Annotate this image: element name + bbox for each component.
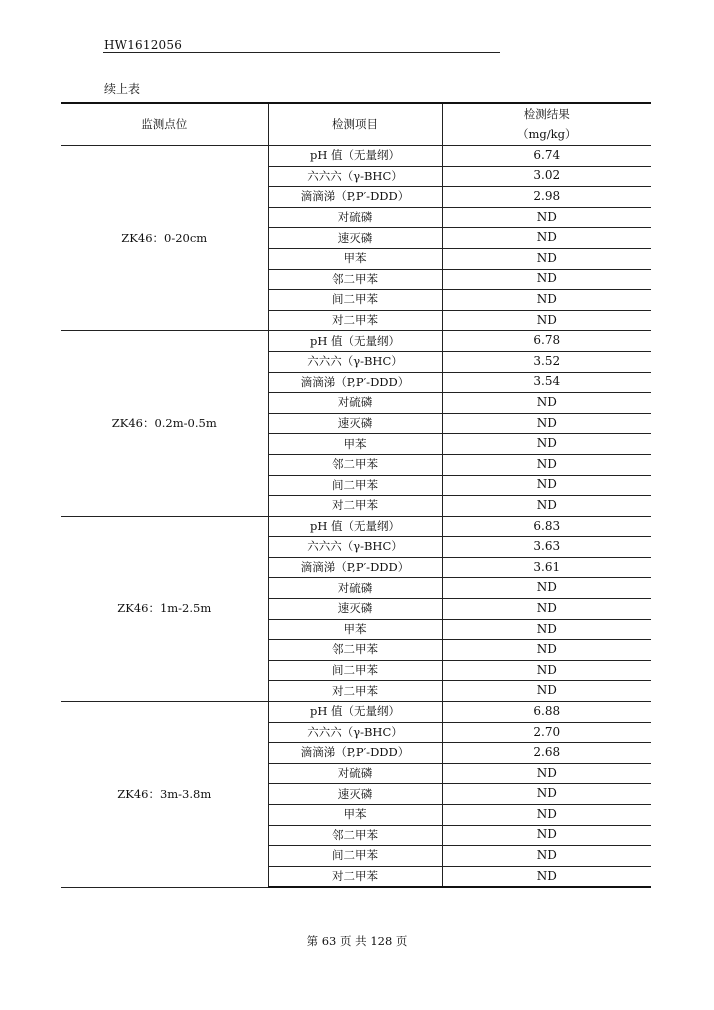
item-cell: 滴滴涕（P,P′-DDD）	[268, 187, 442, 208]
table-caption: 续上表	[104, 82, 141, 96]
result-cell: ND	[442, 413, 651, 434]
header-result-unit: （mg/kg）	[517, 126, 577, 141]
item-cell: 对二甲苯	[268, 681, 442, 702]
site-cell: ZK46：0.2m-0.5m	[61, 331, 268, 516]
result-cell: 6.88	[442, 702, 651, 723]
item-cell: 对硫磷	[268, 207, 442, 228]
item-cell: 对二甲苯	[268, 310, 442, 331]
results-table	[61, 102, 651, 888]
item-cell: 对硫磷	[268, 393, 442, 414]
item-cell: 速灭磷	[268, 784, 442, 805]
results-body	[61, 146, 651, 888]
result-cell: ND	[442, 866, 651, 887]
item-cell: 间二甲苯	[268, 660, 442, 681]
result-cell: ND	[442, 599, 651, 620]
item-cell: pH 值（无量纲）	[268, 702, 442, 723]
table-row	[61, 702, 651, 723]
table-header-row	[61, 103, 651, 146]
result-cell: ND	[442, 578, 651, 599]
result-cell: ND	[442, 228, 651, 249]
item-cell: 滴滴涕（P,P′-DDD）	[268, 743, 442, 764]
result-cell: ND	[442, 619, 651, 640]
item-cell: 六六六（γ-BHC）	[268, 166, 442, 187]
item-cell: pH 值（无量纲）	[268, 331, 442, 352]
item-cell: 速灭磷	[268, 228, 442, 249]
item-cell: 滴滴涕（P,P′-DDD）	[268, 372, 442, 393]
result-cell: 3.61	[442, 557, 651, 578]
result-cell: 2.68	[442, 743, 651, 764]
item-cell: 对二甲苯	[268, 496, 442, 517]
result-cell: ND	[442, 825, 651, 846]
item-cell: 滴滴涕（P,P′-DDD）	[268, 557, 442, 578]
table-row	[61, 516, 651, 537]
item-cell: 对硫磷	[268, 763, 442, 784]
result-cell: ND	[442, 763, 651, 784]
site-cell: ZK46：3m-3.8m	[61, 702, 268, 888]
header-result-title: 检测结果	[523, 107, 570, 122]
result-cell: 3.02	[442, 166, 651, 187]
item-cell: 间二甲苯	[268, 475, 442, 496]
item-cell: 六六六（γ-BHC）	[268, 351, 442, 372]
result-cell: ND	[442, 290, 651, 311]
result-cell: 2.98	[442, 187, 651, 208]
item-cell: 六六六（γ-BHC）	[268, 722, 442, 743]
result-cell: ND	[442, 681, 651, 702]
item-cell: pH 值（无量纲）	[268, 516, 442, 537]
result-cell: ND	[442, 454, 651, 475]
doc-id: HW1612056	[104, 38, 183, 52]
item-cell: 速灭磷	[268, 413, 442, 434]
site-cell: ZK46：1m-2.5m	[61, 516, 268, 701]
item-cell: 邻二甲苯	[268, 825, 442, 846]
table-row	[61, 146, 651, 167]
item-cell: 间二甲苯	[268, 846, 442, 867]
header-rule	[103, 52, 500, 53]
result-cell: 3.54	[442, 372, 651, 393]
item-cell: 甲苯	[268, 619, 442, 640]
result-cell: ND	[442, 475, 651, 496]
result-cell: ND	[442, 784, 651, 805]
result-cell: ND	[442, 846, 651, 867]
item-cell: 甲苯	[268, 805, 442, 826]
result-cell: 2.70	[442, 722, 651, 743]
item-cell: 甲苯	[268, 248, 442, 269]
result-cell: ND	[442, 805, 651, 826]
result-cell: ND	[442, 310, 651, 331]
result-cell: ND	[442, 269, 651, 290]
header-result	[442, 103, 651, 146]
item-cell: 六六六（γ-BHC）	[268, 537, 442, 558]
result-cell: 3.63	[442, 537, 651, 558]
item-cell: 速灭磷	[268, 599, 442, 620]
site-cell: ZK46：0-20cm	[61, 146, 268, 331]
result-cell: ND	[442, 640, 651, 661]
item-cell: 邻二甲苯	[268, 269, 442, 290]
item-cell: 甲苯	[268, 434, 442, 455]
result-cell: ND	[442, 434, 651, 455]
result-cell: 6.78	[442, 331, 651, 352]
result-cell: 6.74	[442, 146, 651, 167]
item-cell: 对二甲苯	[268, 866, 442, 887]
item-cell: 间二甲苯	[268, 290, 442, 311]
page-footer: 第 63 页 共 128 页	[306, 934, 408, 948]
header-site: 监测点位	[61, 103, 268, 146]
result-cell: 6.83	[442, 516, 651, 537]
item-cell: pH 值（无量纲）	[268, 146, 442, 167]
item-cell: 邻二甲苯	[268, 454, 442, 475]
result-cell: ND	[442, 496, 651, 517]
item-cell: 邻二甲苯	[268, 640, 442, 661]
table-row	[61, 331, 651, 352]
result-cell: 3.52	[442, 351, 651, 372]
item-cell: 对硫磷	[268, 578, 442, 599]
result-cell: ND	[442, 248, 651, 269]
header-item: 检测项目	[268, 103, 442, 146]
result-cell: ND	[442, 393, 651, 414]
result-cell: ND	[442, 660, 651, 681]
result-cell: ND	[442, 207, 651, 228]
